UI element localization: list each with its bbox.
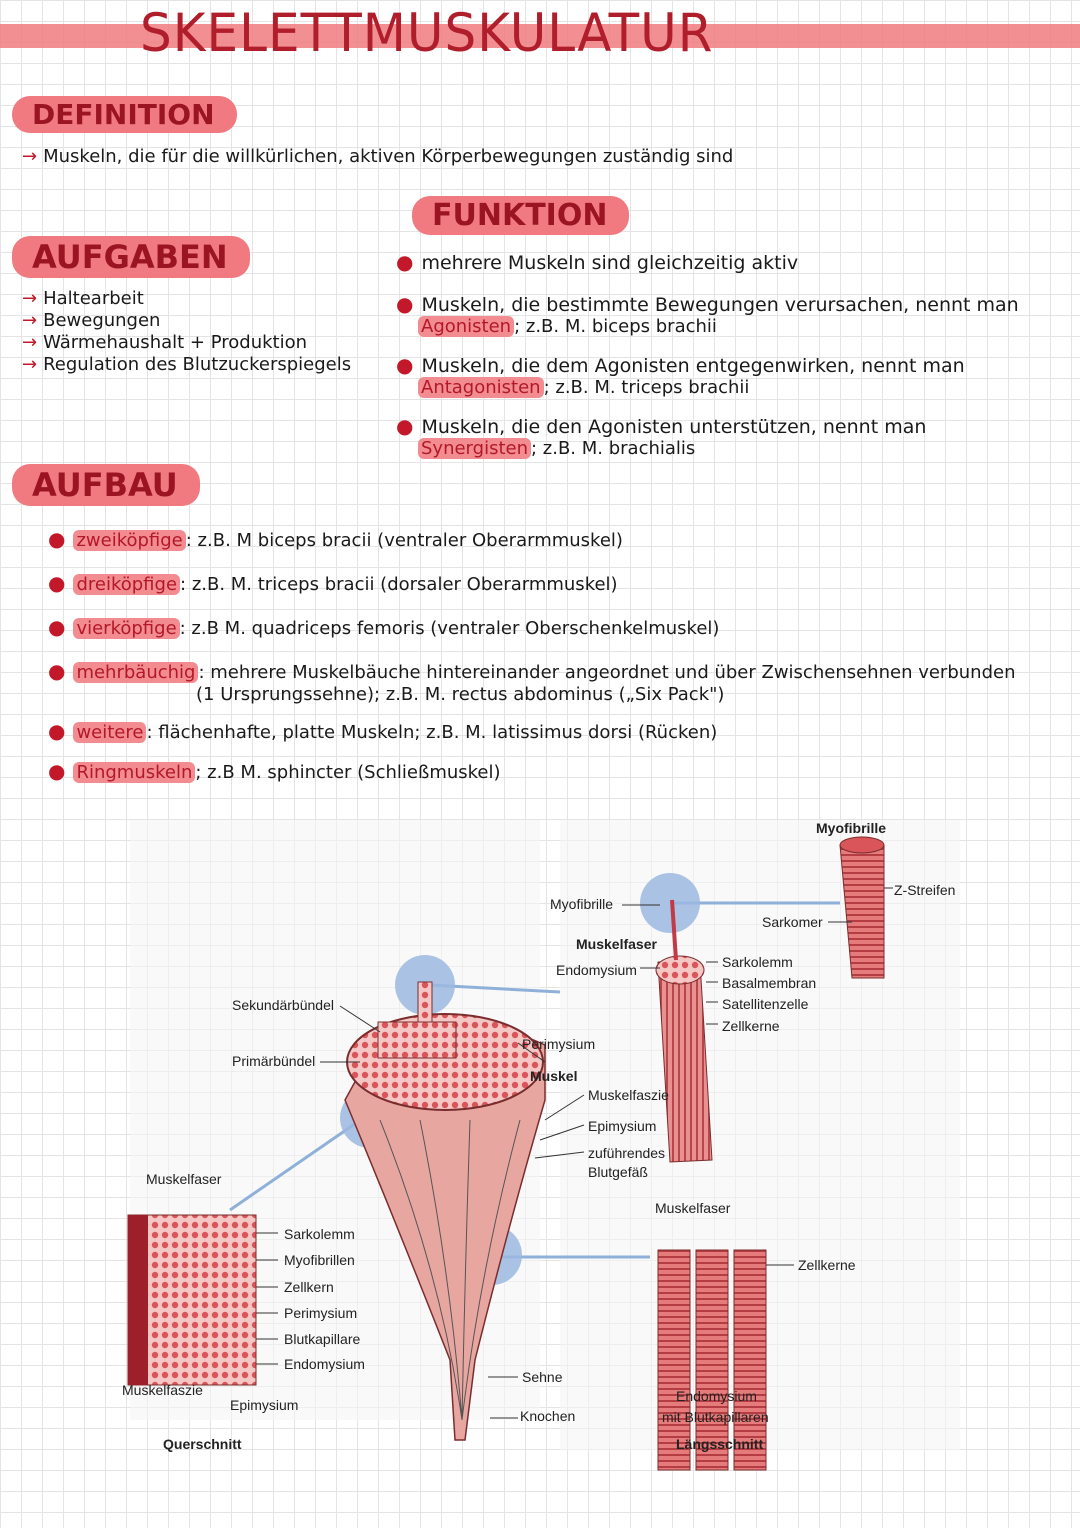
aufgaben-item: → Wärmehaushalt + Produktion — [22, 332, 308, 353]
bullet-icon: ● — [48, 615, 66, 639]
label-querschnitt: Querschnitt — [163, 1436, 242, 1452]
label-zellkerne-right: Zellkerne — [798, 1257, 856, 1273]
label-basalmembran: Basalmembran — [722, 975, 817, 991]
definition-text: → Muskeln, die für die willkürlichen, aktiven Körperbewegungen zuständig sind — [22, 146, 734, 167]
funktion-heading: FUNKTION — [412, 196, 629, 235]
aufbau-item: ● weitere : flächenhafte, platte Muskeln; z.B. M. latissimus dorsi (Rücken) — [48, 719, 718, 743]
label-blutgefaess: Blutgefäß — [588, 1164, 648, 1180]
arrow-icon: → — [22, 288, 38, 309]
label-myofibrille: Myofibrille — [550, 896, 614, 912]
funktion-item: ● Muskeln, die bestimmte Bewegungen verursachen, nennt man — [396, 292, 1019, 316]
label-blutkapillare-left: Blutkapillare — [284, 1331, 361, 1347]
bullet-icon: ● — [48, 527, 66, 551]
aufgaben-item: → Bewegungen — [22, 310, 161, 331]
label-zufuehrendes: zuführendes — [588, 1145, 666, 1161]
funktion-list — [396, 250, 1019, 459]
label-laengsschnitt: Längsschnitt — [676, 1436, 764, 1452]
label-endomysium-top: Endomysium — [556, 962, 637, 978]
aufgaben-item: → Haltearbeit — [22, 288, 144, 309]
definition-heading: DEFINITION — [12, 96, 237, 133]
label-perimysium-left: Perimysium — [284, 1305, 358, 1321]
aufbau-item: ● mehrbäuchig : mehrere Muskelbäuche hintereinander angeordnet und über Zwischensehnen verbunden (1 Ursprungssehne); z.B. M. rectus abdominus („Six Pack") — [48, 659, 1016, 705]
label-zellkerne-top: Zellkerne — [722, 1018, 780, 1034]
funktion-item-example: Antagonisten ; z.B. M. triceps brachii — [396, 377, 1019, 398]
bullet-icon: ● — [48, 659, 66, 683]
aufbau-item: ● vierköpfige : z.B M. quadriceps femoris (ventraler Oberschenkelmuskel) — [48, 615, 720, 639]
arrow-icon: → — [22, 310, 38, 331]
label-primaerbuendel: Primärbündel — [232, 1053, 316, 1069]
label-myofibrille-top: Myofibrille — [816, 820, 887, 836]
label-muskel: Muskel — [530, 1068, 578, 1084]
label-endomysium-right: Endomysium — [676, 1388, 757, 1404]
funktion-item: ● Muskeln, die dem Agonisten entgegenwirken, nennt man — [396, 353, 965, 377]
label-epimysium-mid: Epimysium — [588, 1118, 657, 1134]
label-sehne: Sehne — [522, 1369, 563, 1385]
aufgaben-list — [22, 288, 351, 376]
label-blutkapillaren: mit Blutkapillaren — [662, 1409, 769, 1425]
funktion-item-example: Agonisten ; z.B. M. biceps brachii — [396, 316, 1019, 337]
label-myofibrillen-left: Myofibrillen — [284, 1252, 355, 1268]
label-sarkolemm-left: Sarkolemm — [284, 1226, 355, 1242]
aufgaben-heading: AUFGABEN — [12, 236, 250, 278]
label-endomysium-left: Endomysium — [284, 1356, 365, 1372]
aufbau-item: ● zweiköpfige : z.B. M biceps bracii (ventraler Oberarmmuskel) — [48, 527, 623, 551]
aufgaben-item: → Regulation des Blutzuckerspiegels — [22, 354, 352, 375]
label-sarkolemm-top: Sarkolemm — [722, 954, 793, 970]
aufbau-item: ● dreiköpfige : z.B. M. triceps bracii (dorsaler Oberarmmuskel) — [48, 571, 618, 595]
label-perimysium-mid: Perimysium — [522, 1036, 596, 1052]
aufbau-list — [48, 518, 1015, 794]
label-muskelfaszie-left: Muskelfaszie — [122, 1382, 203, 1398]
bullet-icon: ● — [396, 250, 414, 274]
label-muskelfaser-right: Muskelfaser — [655, 1200, 731, 1216]
label-muskelfaser-top: Muskelfaser — [576, 936, 657, 952]
aufbau-heading: AUFBAU — [12, 464, 200, 506]
funktion-item: ● mehrere Muskeln sind gleichzeitig aktiv — [396, 250, 799, 274]
arrow-icon: → — [22, 354, 38, 375]
bullet-icon: ● — [396, 353, 414, 377]
label-muskelfaser-left: Muskelfaser — [146, 1171, 222, 1187]
bullet-icon: ● — [48, 719, 66, 743]
funktion-item-example: Synergisten ; z.B. M. brachialis — [396, 438, 1019, 459]
label-muskelfaszie-mid: Muskelfaszie — [588, 1087, 669, 1103]
bullet-icon: ● — [48, 759, 66, 783]
funktion-item: ● Muskeln, die den Agonisten unterstützen, nennt man — [396, 414, 927, 438]
bullet-icon: ● — [396, 292, 414, 316]
page-title: SKELETTMUSKULATUR — [140, 2, 714, 64]
arrow-icon: → — [22, 332, 38, 353]
label-knochen: Knochen — [520, 1408, 576, 1424]
label-satellitenzelle: Satellitenzelle — [722, 996, 809, 1012]
label-epimysium-left: Epimysium — [230, 1397, 299, 1413]
bullet-icon: ● — [396, 414, 414, 438]
label-sarkomer: Sarkomer — [762, 914, 823, 930]
bullet-icon: ● — [48, 571, 66, 595]
arrow-icon: → — [22, 146, 38, 167]
label-sekundaerbuendel: Sekundärbündel — [232, 997, 334, 1013]
aufbau-item: ● Ringmuskeln ; z.B M. sphincter (Schließmuskel) — [48, 759, 501, 783]
label-zellkern-left: Zellkern — [284, 1279, 334, 1295]
label-z-streifen: Z-Streifen — [894, 882, 956, 898]
